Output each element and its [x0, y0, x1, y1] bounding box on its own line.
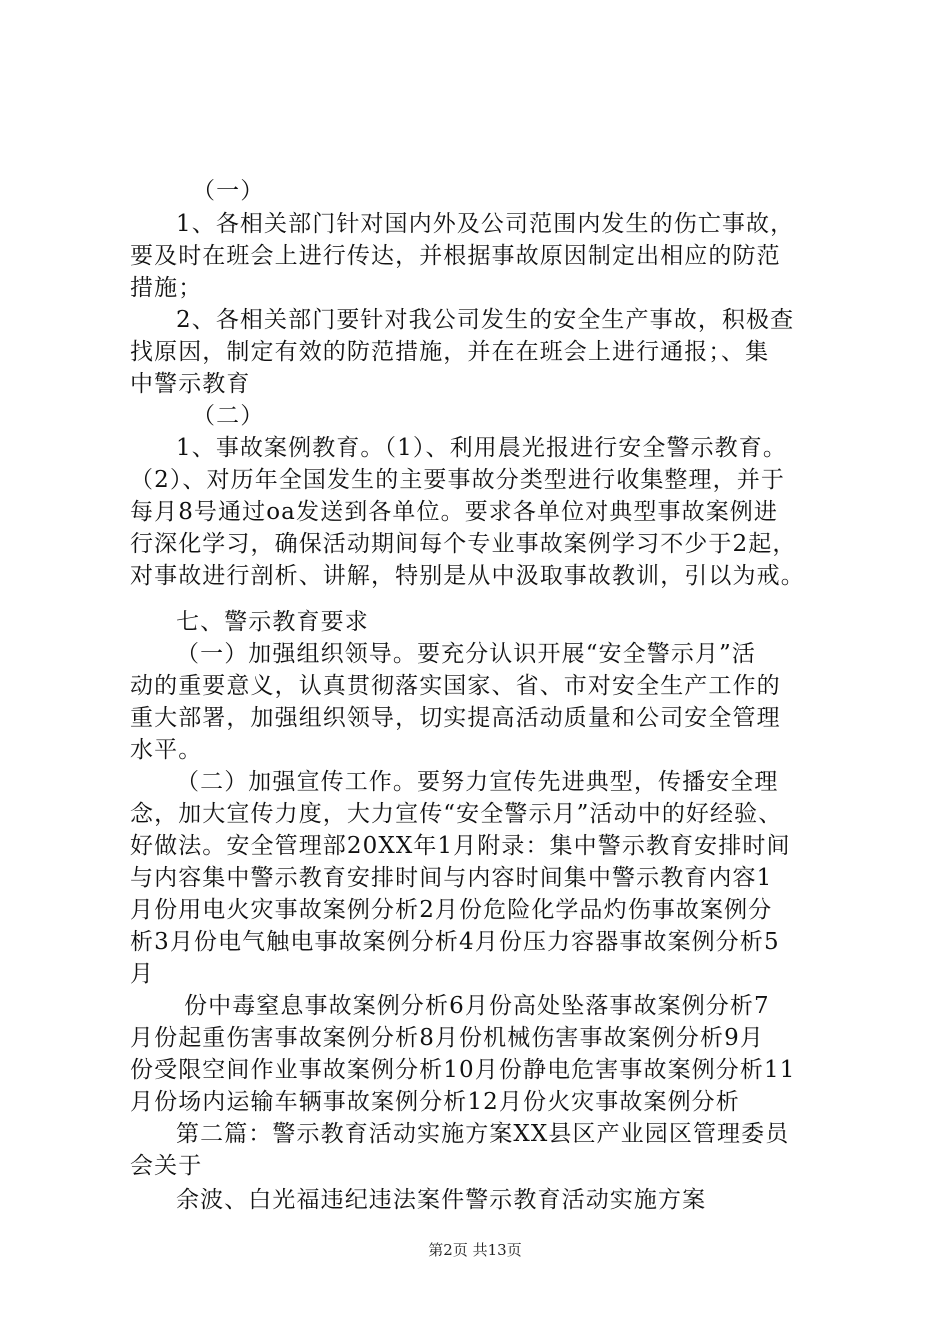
text-line: （2）、对历年全国发生的主要事故分类型进行收集整理，并于: [130, 467, 785, 493]
text-line: （二）: [192, 403, 265, 429]
text-line: （二）加强宣传工作。要努力宣传先进典型，传播安全理: [176, 769, 779, 795]
text-line: （一）: [192, 178, 265, 204]
text-line: 月份场内运输车辆事故案例分析12月份火灾事故案例分析: [130, 1089, 740, 1115]
text-line: 中警示教育: [130, 371, 251, 397]
text-line: 与内容集中警示教育安排时间与内容时间集中警示教育内容1: [130, 865, 773, 891]
text-line: 余波、白光福违纪违法案件警示教育活动实施方案: [176, 1187, 707, 1213]
text-line: 第二篇：警示教育活动实施方案XX县区产业园区管理委员: [176, 1121, 790, 1147]
text-line: 月: [130, 961, 155, 987]
text-line: 份受限空间作业事故案例分析10月份静电危害事故案例分析11: [130, 1057, 796, 1083]
page-number-footer: 第2页 共13页: [428, 1241, 522, 1259]
text-line: 要及时在班会上进行传达，并根据事故原因制定出相应的防范: [130, 243, 781, 269]
section-heading: 七、警示教育要求: [176, 609, 369, 635]
text-line: 会关于: [130, 1153, 203, 1179]
text-line: 找原因，制定有效的防范措施，并在在班会上进行通报；、集: [130, 339, 770, 365]
text-line: 行深化学习，确保活动期间每个专业事故案例学习不少于2起，: [130, 531, 797, 557]
text-line: （一）加强组织领导。要充分认识开展“安全警示月”活: [176, 641, 757, 667]
text-line: 措施；: [130, 275, 203, 301]
text-line: 月份用电火灾事故案例分析2月份危险化学品灼伤事故案例分: [130, 897, 773, 923]
text-line: 念，加大宣传力度，大力宣传“安全警示月”活动中的好经验、: [130, 801, 783, 827]
text-line: 动的重要意义，认真贯彻落实国家、省、市对安全生产工作的: [130, 673, 781, 699]
text-line: 对事故进行剖析、讲解，特别是从中汲取事故教训，引以为戒。: [130, 563, 805, 589]
text-line: 1、各相关部门针对国内外及公司范围内发生的伤亡事故，: [176, 211, 795, 237]
text-line: 析3月份电气触电事故案例分析4月份压力容器事故案例分析5: [130, 929, 780, 955]
text-line: 好做法。安全管理部20XX年1月附录：集中警示教育安排时间: [130, 833, 791, 859]
text-line: 份中毒窒息事故案例分析6月份高处坠落事故案例分析7: [184, 993, 770, 1019]
text-line: 每月8号通过oa发送到各单位。要求各单位对典型事故案例进: [130, 499, 778, 525]
text-line: 1、事故案例教育。（1）、利用晨光报进行安全警示教育。: [176, 435, 787, 461]
text-line: 重大部署，加强组织领导，切实提高活动质量和公司安全管理: [130, 705, 781, 731]
text-line: 月份起重伤害事故案例分析8月份机械伤害事故案例分析9月: [130, 1025, 764, 1051]
text-line: 水平。: [130, 737, 203, 763]
text-line: 2、各相关部门要针对我公司发生的安全生产事故，积极查: [176, 307, 795, 333]
